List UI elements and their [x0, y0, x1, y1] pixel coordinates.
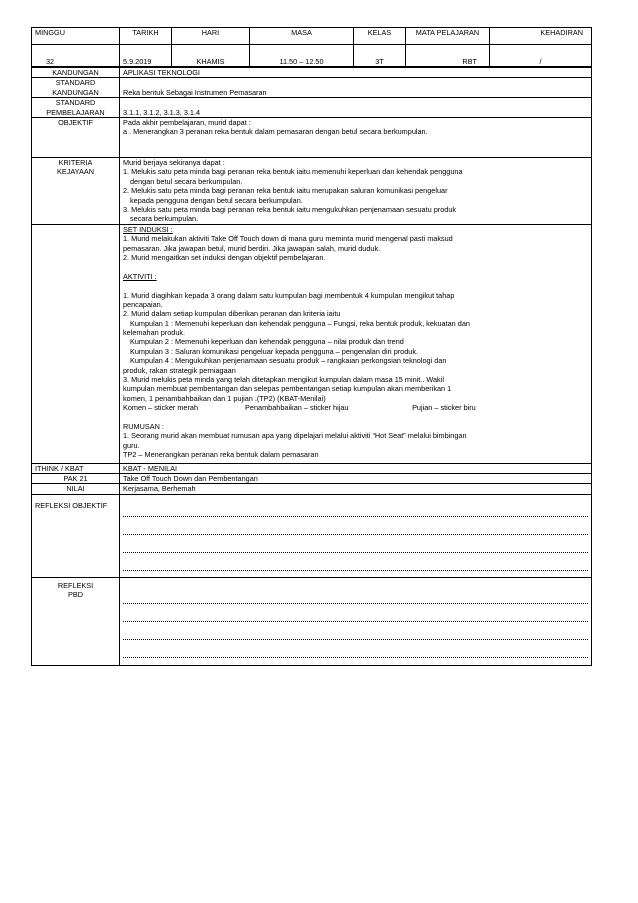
label-kehadiran: KEHADIRAN	[490, 28, 592, 45]
komen-text: Komen – sticker merah	[123, 403, 199, 413]
kriteria-line: 3. Melukis satu peta minda bagi peranan reka bentuk iaitu mengukuhkan penjenamaan sesuatu produk	[123, 204, 457, 214]
reflection-line[interactable]	[123, 604, 588, 622]
kriteria-line: secara berkumpulan.	[130, 214, 199, 224]
set-induksi-line: pemasaran. Jika jawapan betul, murid berdiri. Jika jawapan salah, murid duduk.	[123, 243, 381, 253]
reflection-line[interactable]	[123, 499, 588, 517]
refleksi-pbd-label	[32, 577, 120, 665]
penambahbaikan-text: Penambahbaikan – sticker hijau	[245, 403, 349, 413]
value-minggu: 32	[32, 45, 120, 67]
row-kriteria	[32, 158, 592, 225]
kriteria-line: kepada pengguna dengan betul secara berkumpulan.	[130, 195, 303, 205]
lesson-plan-table	[31, 27, 592, 67]
aktiviti-line: Kumpulan 4 : Mengukuhkan penjenamaan sesuatu produk – rangkaian perkongsian teknologi dan	[130, 356, 447, 366]
aktiviti-line: komen, 1 penambahbaikan dan 1 pujian .(TP2) (KBAT-Menilai)	[123, 393, 326, 403]
kriteria-label	[32, 158, 120, 225]
rumusan-line: 1. Seorang murid akan membuat rumusan apa yang dipelajari melalui aktiviti “Hot Seat” melalui bimbingan	[123, 431, 467, 441]
refleksi-objektif-lines	[120, 494, 592, 577]
reflection-line[interactable]	[123, 553, 588, 571]
row-standard-kandungan	[32, 78, 592, 98]
reflection-line[interactable]	[123, 517, 588, 535]
objektif-line: Pada akhir pembelajaran, murid dapat :	[123, 118, 251, 128]
sk-value: Reka bentuk Sebagai Instrumen Pemasaran	[120, 78, 592, 98]
kriteria-content	[120, 158, 592, 225]
nilai-value: Kerjasama, Berhemah	[120, 484, 592, 494]
row-kandungan	[32, 68, 592, 78]
value-kehadiran: /	[490, 45, 592, 67]
sk-label-line1: STANDARD	[55, 78, 96, 88]
label-tarikh: TARIKH	[120, 28, 172, 45]
pak-value: Take Off Touch Down dan Pembentangan	[120, 473, 592, 483]
objektif-label: OBJEKTIF	[32, 118, 120, 158]
set-induksi-line: 1. Murid melakukan aktiviti Take Off Touch down di mana guru meminta murid mengenal pasti maksud	[123, 234, 453, 244]
sk-label-line2: KANDUNGAN	[52, 87, 99, 97]
value-tarikh: 5.9.2019	[120, 45, 172, 67]
nilai-label: NILAI	[32, 484, 120, 494]
refleksi-objektif-label: REFLEKSI OBJEKTIF	[32, 494, 120, 577]
sk-label	[32, 78, 120, 98]
value-kelas: 3T	[354, 45, 406, 67]
kriteria-label-line2: KEJAYAAN	[56, 167, 95, 177]
aktiviti-line: 3. Murid melukis peta minda yang telah ditetapkan mengikut kumpulan dalam masa 15 minit.. Wakil	[123, 375, 444, 385]
label-minggu: MINGGU	[32, 28, 120, 45]
refleksi-pbd-label-line2: PBD	[67, 590, 83, 600]
aktiviti-line: produk, rakan strategik perniagaan	[123, 365, 236, 375]
row-standard-pembelajaran	[32, 98, 592, 118]
row-ithink	[32, 463, 592, 473]
content-table	[31, 67, 592, 666]
row-aktiviti	[32, 224, 592, 463]
header-labels-row	[32, 28, 592, 45]
rumusan-line: guru.	[123, 440, 140, 450]
row-objektif	[32, 118, 592, 158]
aktiviti-line: kelemahan produk.	[123, 328, 186, 338]
lesson-plan-sheet	[31, 27, 591, 666]
aktiviti-line: Kumpulan 1 : Memenuhi keperluan dan kehendak pengguna – Fungsi, reka bentuk produk, kekuatan dan	[130, 318, 470, 328]
label-masa: MASA	[250, 28, 354, 45]
objektif-line: a . Menerangkan 3 peranan reka bentuk dalam pemasaran dengan betul secara berkumpulan.	[123, 127, 428, 137]
aktiviti-line: 2. Murid dalam setiap kumpulan diberikan peranan dan kriteria iaitu	[123, 309, 341, 319]
aktiviti-line: kumpulan membuat pembentangan dan selepas pembentangan setiap kumpulan akan memberikan 1	[123, 384, 452, 394]
reflection-line[interactable]	[123, 640, 588, 658]
row-refleksi-pbd	[32, 577, 592, 665]
set-induksi-line: 2. Murid mengaitkan set induksi dengan objektif pembelajaran.	[123, 252, 326, 262]
sp-label	[32, 98, 120, 118]
rumusan-line: TP2 – Menerangkan peranan reka bentuk dalam pemasaran	[123, 450, 319, 460]
row-refleksi-objektif	[32, 494, 592, 577]
aktiviti-content	[120, 224, 592, 463]
value-masa: 11.50 – 12.50	[250, 45, 354, 67]
refleksi-pbd-label-line1: REFLEKSI	[57, 580, 94, 590]
aktiviti-line: Kumpulan 2 : Memenuhi keperluan dan kehendak pengguna – nilai produk dan trend	[130, 337, 404, 347]
ithink-value: KBAT - MENILAI	[120, 463, 592, 473]
set-induksi-title: SET INDUKSI :	[123, 224, 173, 234]
header-values-row	[32, 45, 592, 67]
aktiviti-title: AKTIVITI :	[123, 271, 157, 281]
sp-value: 3.1.1, 3.1.2, 3.1.3, 3.1.4	[120, 98, 592, 118]
aktiviti-line: Kumpulan 3 : Saluran komunikasi pengeluar kepada pengguna – pengenalan diri produk.	[130, 346, 419, 356]
kriteria-label-line1: KRITERIA	[58, 158, 93, 168]
aktiviti-line: 1. Murid diagihkan kepada 3 orang dalam satu kumpulan bagi membentuk 4 kumpulan mengikut tahap	[123, 290, 455, 300]
kandungan-value: APLIKASI TEKNOLOGI	[120, 68, 592, 78]
aktiviti-label-empty	[32, 224, 120, 463]
sp-label-line2: PEMBELAJARAN	[46, 107, 105, 117]
refleksi-pbd-lines	[120, 577, 592, 665]
kriteria-line: Murid berjaya sekiranya dapat :	[123, 158, 225, 168]
pujian-text: Pujian – sticker biru	[412, 403, 476, 413]
reflection-line[interactable]	[123, 622, 588, 640]
label-mata-pelajaran: MATA PELAJARAN	[406, 28, 490, 45]
sticker-legend	[123, 403, 588, 412]
kandungan-label: KANDUNGAN	[32, 68, 120, 78]
kriteria-line: dengan betul secara berkumpulan.	[130, 176, 243, 186]
pak-label: PAK 21	[32, 473, 120, 483]
row-pak21	[32, 473, 592, 483]
sp-label-line1: STANDARD	[55, 98, 96, 108]
kriteria-line: 1. Melukis satu peta minda bagi peranan reka bentuk iaitu memenuhi keperluan dan kehendak pengguna	[123, 167, 463, 177]
ithink-label: ITHINK / KBAT	[32, 463, 120, 473]
value-mata-pelajaran: RBT	[406, 45, 490, 67]
reflection-line[interactable]	[123, 586, 588, 604]
label-hari: HARI	[172, 28, 250, 45]
objektif-content	[120, 118, 592, 158]
reflection-line[interactable]	[123, 535, 588, 553]
rumusan-title: RUMUSAN :	[123, 421, 164, 431]
label-kelas: KELAS	[354, 28, 406, 45]
kriteria-line: 2. Melukis satu peta minda bagi peranan reka bentuk iaitu merupakan saluran komunikasi pengeluar	[123, 186, 448, 196]
value-hari: KHAMIS	[172, 45, 250, 67]
aktiviti-line: pencapaian.	[123, 299, 163, 309]
row-nilai	[32, 484, 592, 494]
